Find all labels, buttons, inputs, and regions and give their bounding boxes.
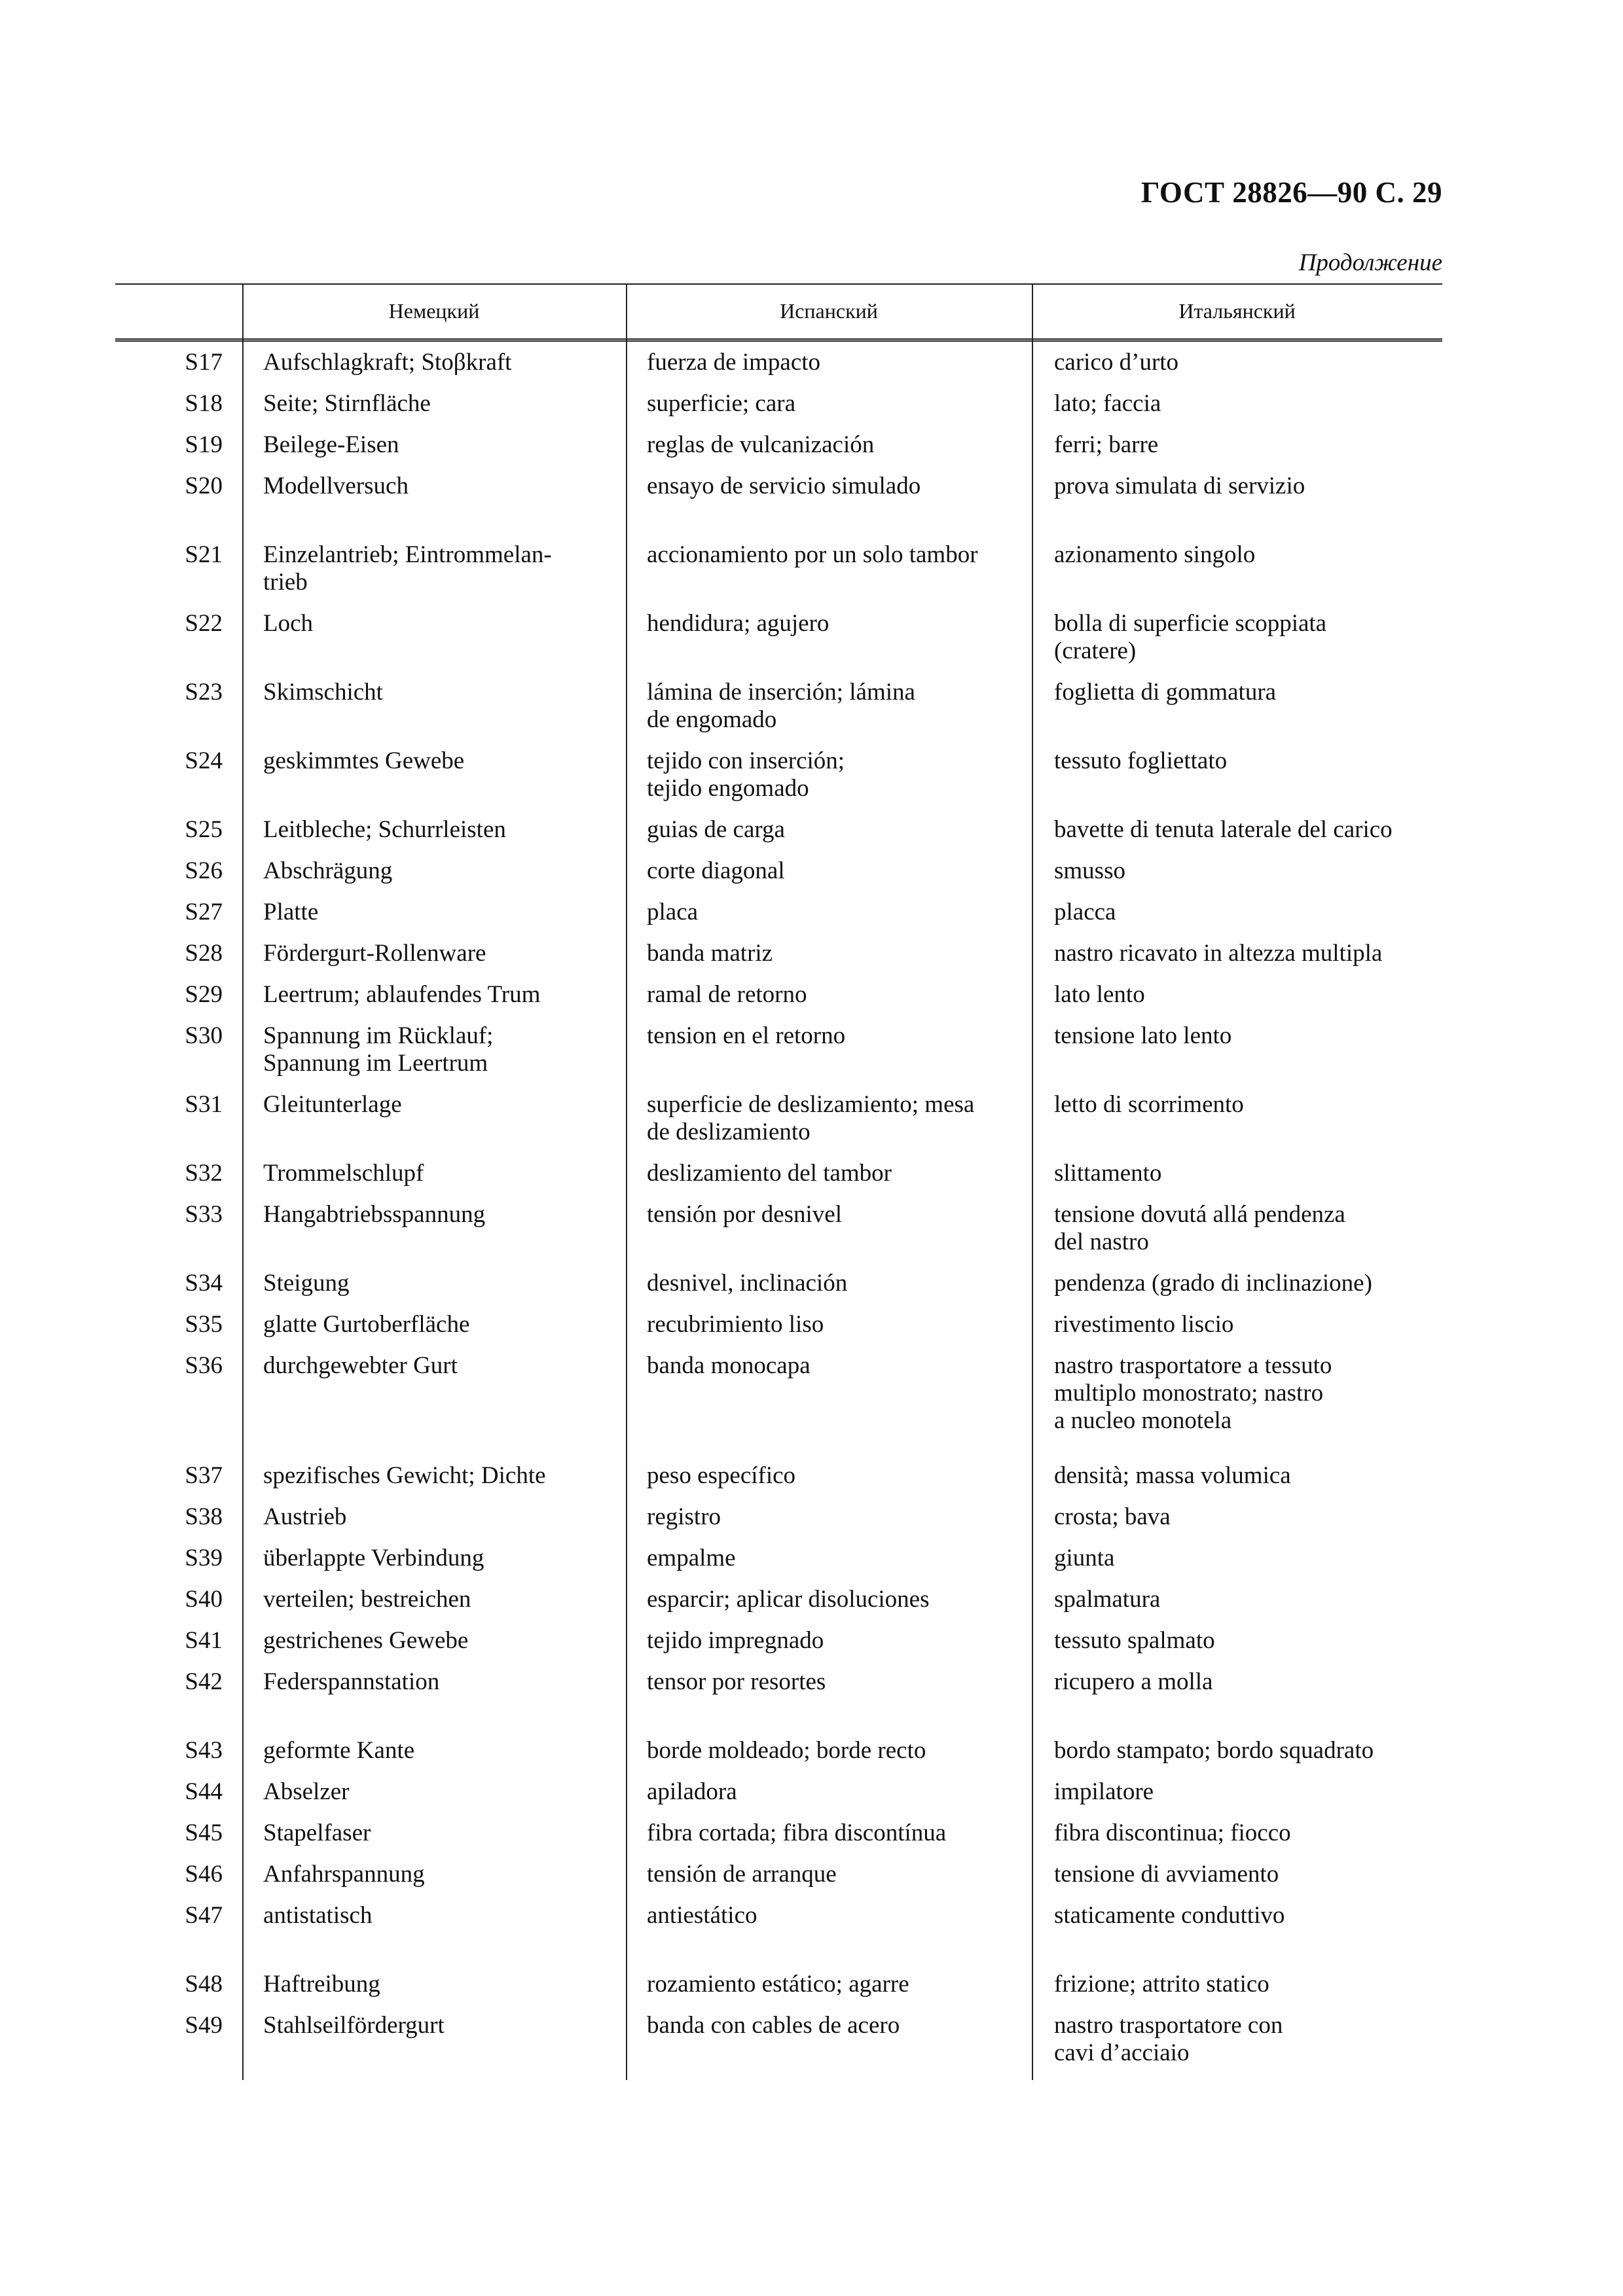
italian-term: slittamento [1054,1160,1162,1187]
spanish-term: tensión de arranque [647,1861,837,1888]
italian-term: nastro trasportatore a tessuto multiplo monostrato; nastro a nucleo monotela [1054,1352,1332,1434]
row-code: S27 [185,899,223,925]
german-term: Anfahrspannung [263,1861,425,1888]
row-code: S41 [185,1627,223,1654]
row-code: S34 [185,1270,223,1297]
german-term: verteilen; bestreichen [263,1586,471,1613]
row-code: S48 [185,1971,223,1998]
row-code: S37 [185,1462,223,1489]
italian-term: azionamento singolo [1054,541,1256,568]
spanish-term: lámina de inserción; lámina de engomado [647,679,915,733]
italian-term: rivestimento liscio [1054,1311,1234,1338]
row-code: S32 [185,1160,223,1187]
german-term: antistatisch [263,1902,373,1929]
german-term: Hangabtriebsspannung [263,1201,486,1228]
row-code: S21 [185,541,223,568]
row-code: S19 [185,431,223,458]
german-term: Abselzer [263,1778,350,1805]
german-term: Aufschlagkraft; Stoβkraft [263,349,512,376]
italian-term: tensione lato lento [1054,1022,1232,1049]
spanish-term: desnivel, inclinación [647,1270,848,1297]
spanish-term: hendidura; agujero [647,610,830,637]
row-code: S36 [185,1352,223,1379]
italian-term: crosta; bava [1054,1503,1171,1530]
german-term: geformte Kante [263,1737,415,1764]
spanish-term: tensión por desnivel [647,1201,843,1228]
row-code: S18 [185,390,223,417]
column-header-german: Немецкий [388,299,480,323]
italian-term: letto di scorrimento [1054,1091,1244,1118]
italian-term: prova simulata di servizio [1054,473,1305,499]
german-term: spezifisches Gewicht; Dichte [263,1462,546,1489]
column-divider [626,283,627,2080]
spanish-term: corte diagonal [647,857,785,884]
italian-term: carico d’urto [1054,349,1179,376]
row-code: S33 [185,1201,223,1228]
italian-term: giunta [1054,1545,1115,1571]
spanish-term: superficie de deslizamiento; mesa de deslizamiento [647,1091,975,1145]
german-term: Seite; Stirnfläche [263,390,431,417]
row-code: S49 [185,2012,223,2039]
german-term: Fördergurt-Rollenware [263,940,486,967]
row-code: S35 [185,1311,223,1338]
row-code: S23 [185,679,223,706]
row-code: S22 [185,610,223,637]
german-term: Abschrägung [263,857,393,884]
italian-term: tessuto spalmato [1054,1627,1215,1654]
column-header-italian: Итальянский [1178,299,1296,323]
italian-term: placca [1054,899,1116,925]
row-code: S31 [185,1091,223,1118]
italian-term: bavette di tenuta laterale del carico [1054,816,1393,843]
italian-term: lato lento [1054,981,1145,1008]
spanish-term: recubrimiento liso [647,1311,824,1338]
german-term: Loch [263,610,314,637]
spanish-term: placa [647,899,699,925]
spanish-term: superficie; cara [647,390,795,417]
spanish-term: tejido impregnado [647,1627,824,1654]
spanish-term: banda con cables de acero [647,2012,900,2039]
spanish-term: antiestático [647,1902,757,1929]
row-code: S29 [185,981,223,1008]
row-code: S43 [185,1737,223,1764]
german-term: Steigung [263,1270,350,1297]
spanish-term: rozamiento estático; agarre [647,1971,909,1998]
german-term: Leitbleche; Schurrleisten [263,816,506,843]
spanish-term: peso específico [647,1462,796,1489]
german-term: Gleitunterlage [263,1091,402,1118]
german-term: Spannung im Rücklauf; Spannung im Leertrum [263,1022,494,1077]
italian-term: foglietta di gommatura [1054,679,1277,706]
row-code: S47 [185,1902,223,1929]
german-term: Skimschicht [263,679,383,706]
german-term: glatte Gurtoberfläche [263,1311,470,1338]
italian-term: nastro trasportatore con cavi d’acciaio [1054,2012,1283,2066]
spanish-term: registro [647,1503,721,1530]
row-code: S46 [185,1861,223,1888]
german-term: Haftreibung [263,1971,380,1998]
italian-term: tensione di avviamento [1054,1861,1279,1888]
italian-term: densità; massa volumica [1054,1462,1291,1489]
spanish-term: ensayo de servicio simulado [647,473,921,499]
spanish-term: banda matriz [647,940,773,967]
column-divider [242,283,244,2080]
spanish-term: fibra cortada; fibra discontínua [647,1820,947,1846]
italian-term: nastro ricavato in altezza multipla [1054,940,1383,967]
spanish-term: tensor por resortes [647,1668,826,1695]
german-term: Platte [263,899,319,925]
german-term: Trommelschlupf [263,1160,424,1187]
spanish-term: deslizamiento del tambor [647,1160,892,1187]
page-header: ГОСТ 28826—90 С. 29 [1140,176,1442,209]
row-code: S39 [185,1545,223,1571]
spanish-term: banda monocapa [647,1352,811,1379]
spanish-term: ramal de retorno [647,981,807,1008]
italian-term: frizione; attrito statico [1054,1971,1269,1998]
spanish-term: guias de carga [647,816,785,843]
continuation-label: Продолжение [1298,249,1442,276]
german-term: Stapelfaser [263,1820,371,1846]
german-term: Modellversuch [263,473,409,499]
german-term: Beilege-Eisen [263,431,399,458]
spanish-term: accionamiento por un solo tambor [647,541,978,568]
row-code: S40 [185,1586,223,1613]
spanish-term: apiladora [647,1778,737,1805]
german-term: Leertrum; ablaufendes Trum [263,981,541,1008]
column-header-spanish: Испанский [780,299,878,323]
italian-term: smusso [1054,857,1125,884]
german-term: überlappte Verbindung [263,1545,484,1571]
italian-term: tessuto fogliettato [1054,747,1228,774]
german-term: durchgewebter Gurt [263,1352,458,1379]
column-divider [1032,283,1033,2080]
row-code: S24 [185,747,223,774]
italian-term: impilatore [1054,1778,1154,1805]
italian-term: ricupero a molla [1054,1668,1213,1695]
german-term: Einzelantrieb; Eintrommelan- trieb [263,541,552,596]
spanish-term: tension en el retorno [647,1022,846,1049]
row-code: S44 [185,1778,223,1805]
italian-term: pendenza (grado di inclinazione) [1054,1270,1372,1297]
italian-term: spalmatura [1054,1586,1161,1613]
italian-term: staticamente conduttivo [1054,1902,1285,1929]
german-term: Austrieb [263,1503,347,1530]
german-term: Stahlseilfördergurt [263,2012,445,2039]
row-code: S17 [185,349,223,376]
italian-term: ferri; barre [1054,431,1159,458]
spanish-term: tejido con inserción; tejido engomado [647,747,845,802]
german-term: gestrichenes Gewebe [263,1627,469,1654]
row-code: S20 [185,473,223,499]
italian-term: fibra discontinua; fiocco [1054,1820,1291,1846]
italian-term: tensione dovutá allá pendenza del nastro [1054,1201,1345,1255]
spanish-term: reglas de vulcanización [647,431,875,458]
italian-term: bordo stampato; bordo squadrato [1054,1737,1374,1764]
row-code: S30 [185,1022,223,1049]
german-term: Federspannstation [263,1668,440,1695]
spanish-term: borde moldeado; borde recto [647,1737,926,1764]
spanish-term: empalme [647,1545,736,1571]
row-code: S45 [185,1820,223,1846]
italian-term: bolla di superficie scoppiata (cratere) [1054,610,1327,664]
row-code: S28 [185,940,223,967]
spanish-term: fuerza de impacto [647,349,821,376]
row-code: S25 [185,816,223,843]
table-header-rule [115,338,1442,342]
italian-term: lato; faccia [1054,390,1161,417]
row-code: S38 [185,1503,223,1530]
spanish-term: esparcir; aplicar disoluciones [647,1586,930,1613]
row-code: S26 [185,857,223,884]
german-term: geskimmtes Gewebe [263,747,465,774]
row-code: S42 [185,1668,223,1695]
